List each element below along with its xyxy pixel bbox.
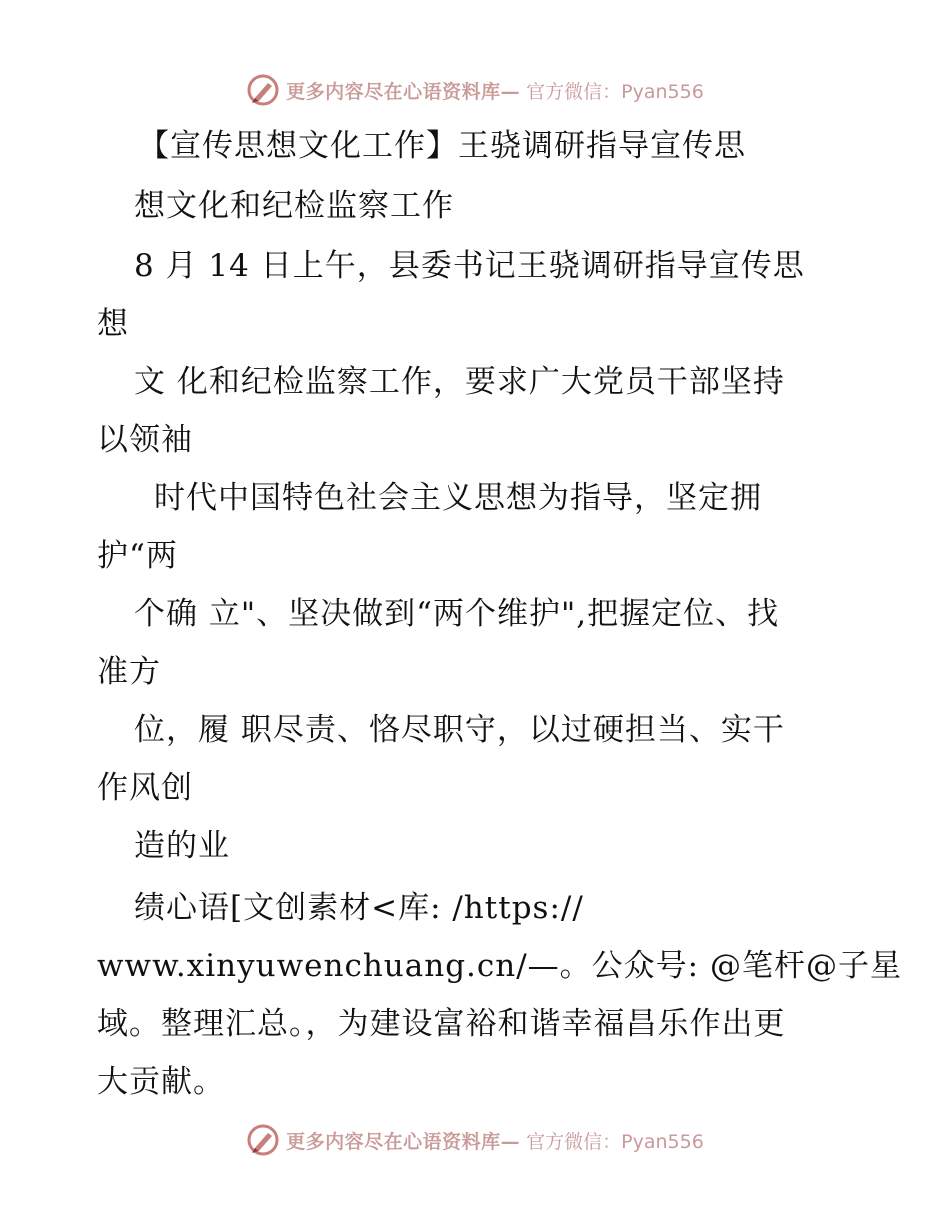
paragraph-line: 个确 立"、坚决做到“两个维护",把握定位、找: [134, 596, 780, 632]
pen-logo-icon: [246, 73, 280, 107]
document-title-line-1: 【宣传思想文化工作】王骁调研指导宣传思: [138, 128, 746, 164]
paragraph-line: 绩心语[文创素材<库: /https://: [134, 890, 584, 926]
watermark-contact: 官方微信：Pyan556: [526, 80, 704, 103]
paragraph-line: 域。整理汇总。，为建设富裕和谐幸福昌乐作出更: [97, 1006, 786, 1042]
paragraph-line: 位，履 职尽责、恪尽职守，以过硬担当、实干: [134, 712, 785, 748]
footer-watermark-banner: [0, 1120, 950, 1160]
paragraph-line: 作风创: [97, 770, 193, 806]
paragraph-line: 8 月 14 日上午，县委书记王骁调研指导宣传思: [134, 248, 805, 284]
watermark-contact: 官方微信：Pyan556: [526, 1130, 704, 1153]
paragraph-line: 时代中国特色社会主义思想为指导，坚定拥: [154, 480, 762, 516]
watermark-text: 更多内容尽在心语资料库—: [286, 80, 521, 103]
paragraph-line: www.xinyuwenchuang.cn/—。公众号: @笔杆@子星: [97, 948, 902, 984]
document-title-line-2: 想文化和纪检监察工作: [134, 188, 454, 224]
pen-logo-icon: [246, 1123, 280, 1157]
paragraph-line: 造的业: [134, 828, 230, 864]
watermark-text: 更多内容尽在心语资料库—: [286, 1130, 521, 1153]
paragraph-line: 想: [97, 306, 129, 342]
paragraph-line: 以领袖: [97, 422, 193, 458]
paragraph-line: 大贡献。: [97, 1064, 225, 1100]
header-watermark-banner: [0, 70, 950, 110]
paragraph-line: 文 化和纪检监察工作，要求广大党员干部坚持: [134, 364, 785, 400]
paragraph-line: 准方: [97, 654, 161, 690]
paragraph-line: 护“两: [97, 538, 178, 574]
